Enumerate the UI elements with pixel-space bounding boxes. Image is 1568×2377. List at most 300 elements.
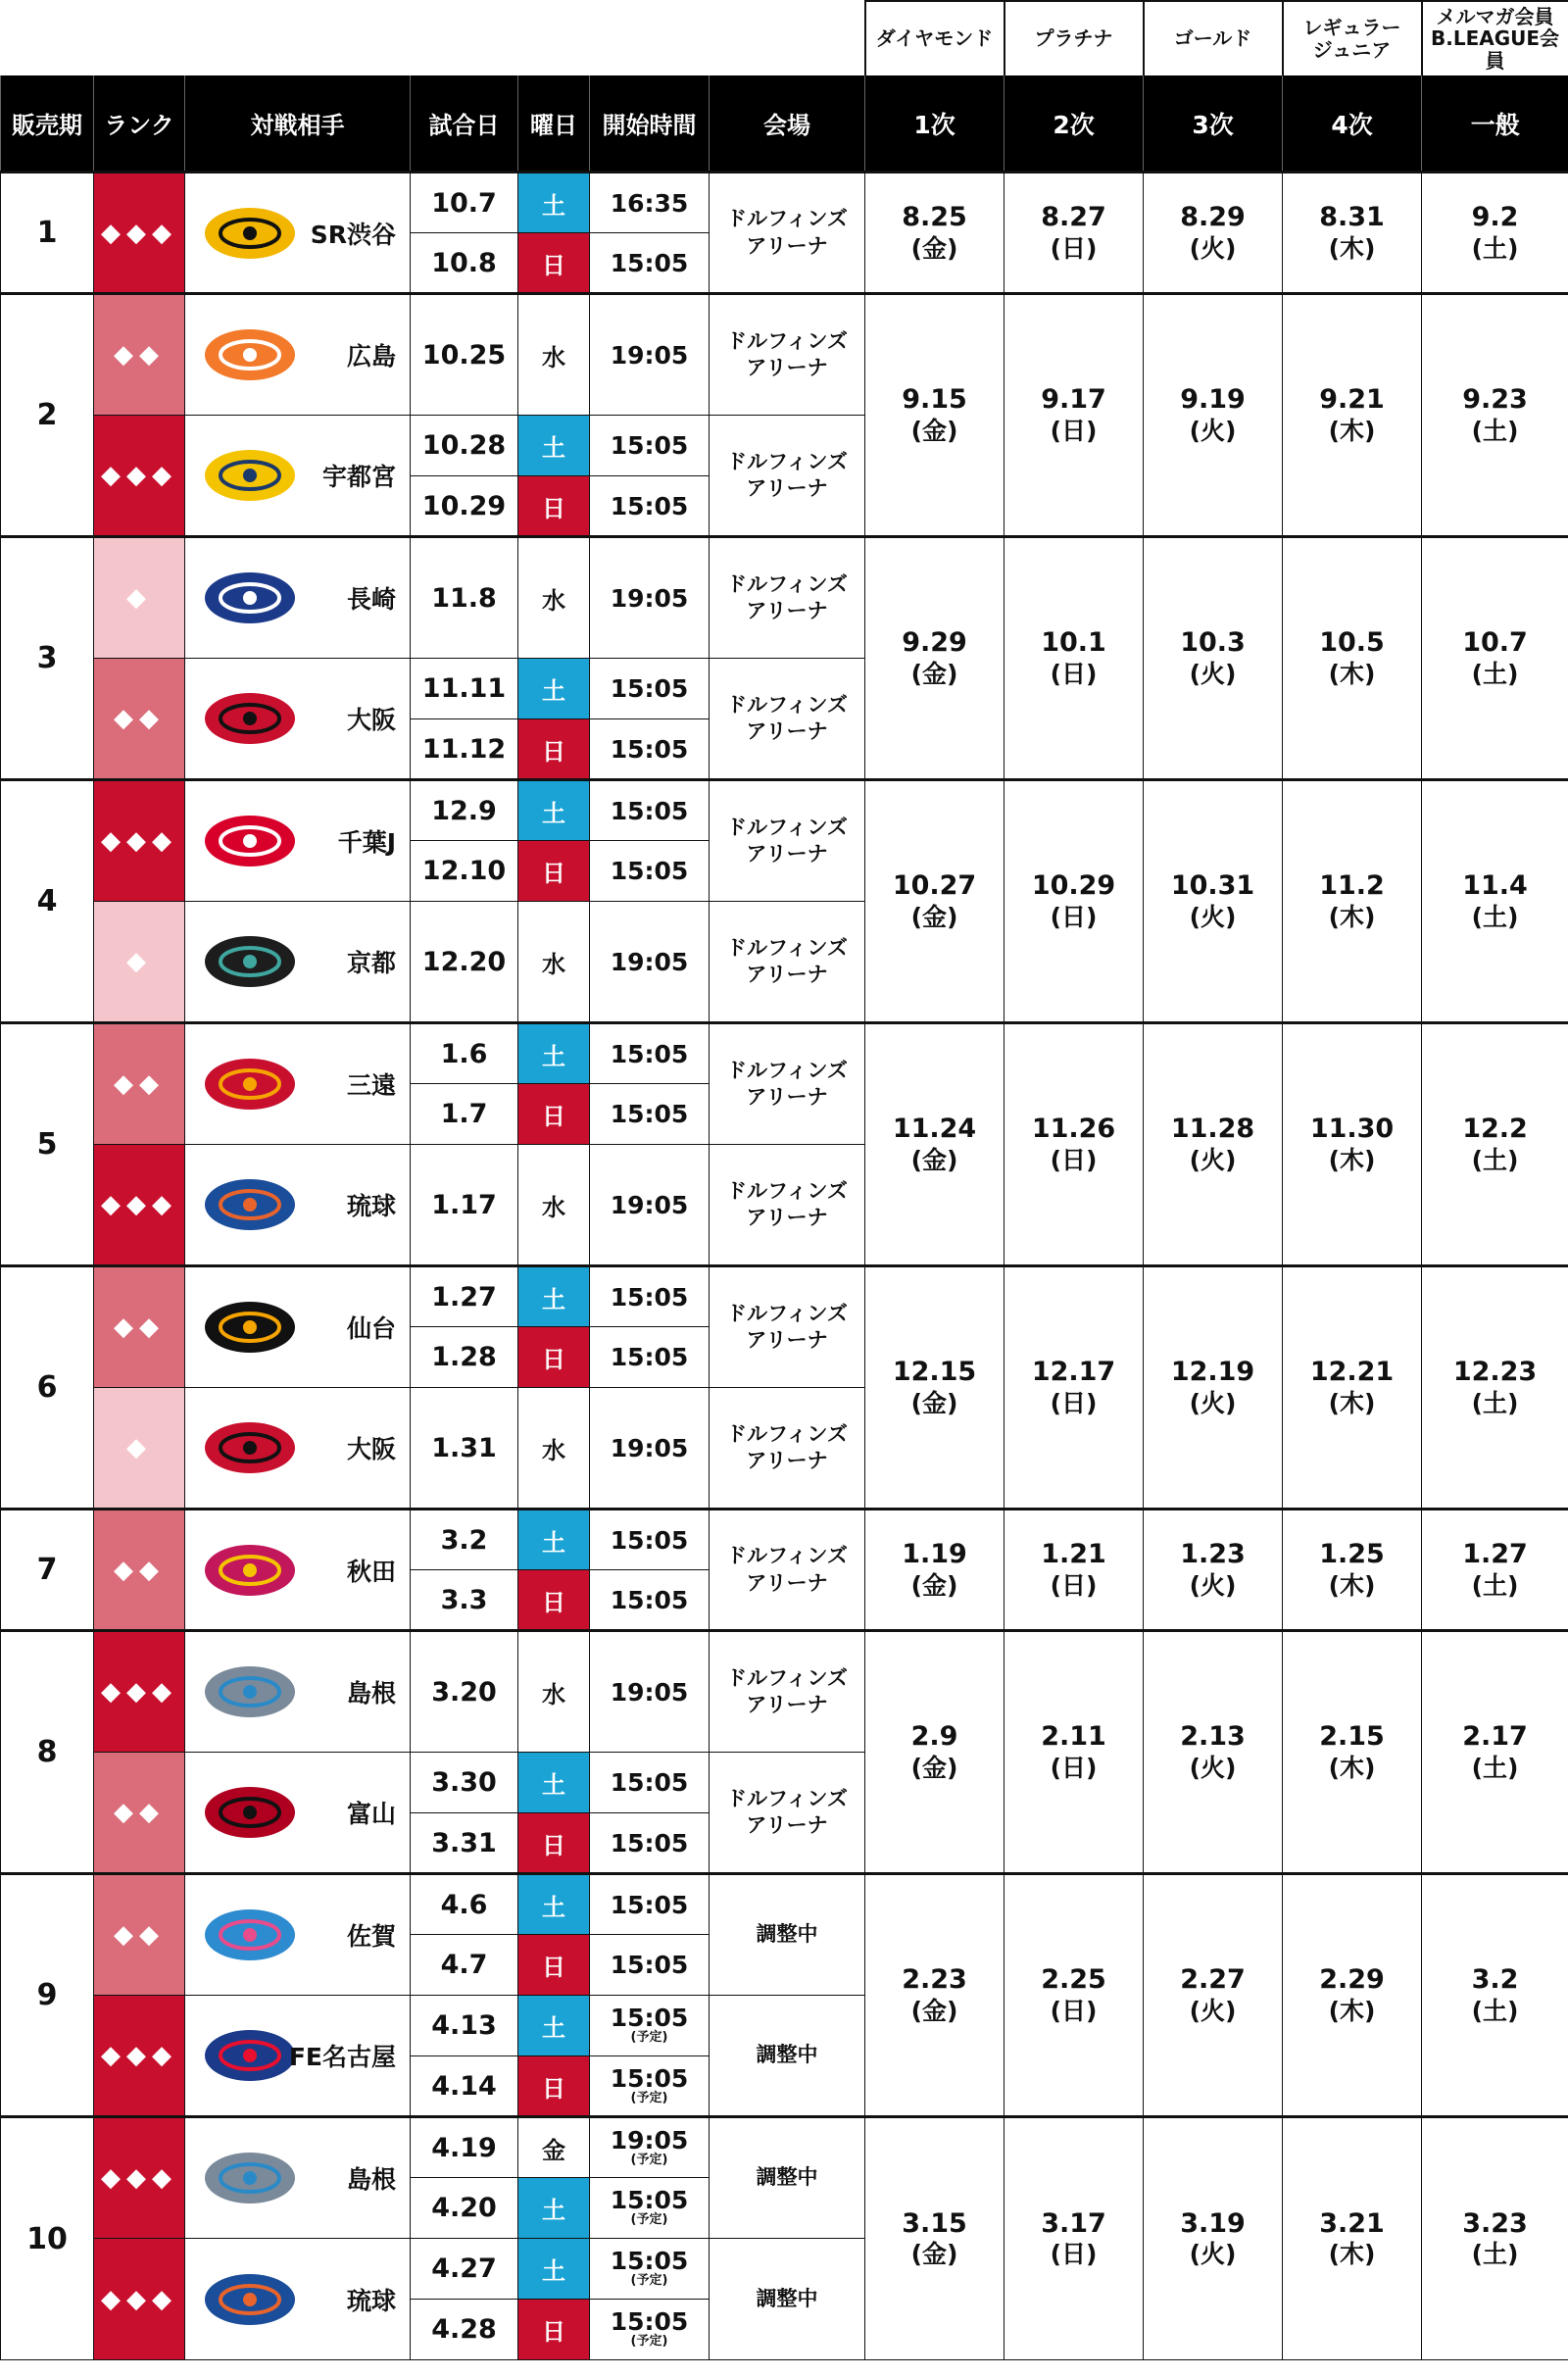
start-time-value: 15:05 xyxy=(610,1343,689,1371)
header-rank: ランク xyxy=(94,75,185,173)
sale-weekday: (火) xyxy=(1189,1570,1237,1600)
start-time xyxy=(590,173,710,233)
sale-date: 10.5 xyxy=(1319,627,1385,659)
opponent-cell xyxy=(185,1023,411,1145)
sale-weekday: (日) xyxy=(1050,416,1098,445)
sale-weekday: (木) xyxy=(1328,1145,1376,1174)
game-date: 4.27 xyxy=(411,2239,518,2300)
sale-date: 1.23 xyxy=(1180,1539,1246,1570)
sale-date-phase3 xyxy=(1144,1631,1283,1874)
venue: ドルフィンズ アリーナ xyxy=(710,1510,865,1631)
weekday: 日 xyxy=(518,1813,590,1874)
opponent-name: 佐賀 xyxy=(346,1922,396,1951)
sale-date: 9.15 xyxy=(902,384,967,416)
weekday: 水 xyxy=(518,1631,590,1753)
fighting-eagles-logo xyxy=(199,2020,301,2091)
sale-weekday: (土) xyxy=(1471,1388,1519,1417)
game-date: 4.28 xyxy=(411,2300,518,2360)
sale-date: 2.17 xyxy=(1462,1721,1528,1753)
sale-weekday: (火) xyxy=(1189,1388,1237,1417)
start-time-value: 15:05 xyxy=(610,1951,689,1979)
sale-date-phase2 xyxy=(1004,780,1144,1023)
sale-weekday: (金) xyxy=(910,1388,958,1417)
period-row xyxy=(1,1874,1568,1935)
sale-date: 9.19 xyxy=(1180,384,1246,416)
sale-date: 10.31 xyxy=(1170,870,1255,902)
sale-date-phase1 xyxy=(865,1874,1004,2117)
rank-diamonds: ◆◆◆ xyxy=(94,2239,185,2360)
sale-date: 1.19 xyxy=(902,1539,967,1570)
weekday: 水 xyxy=(518,1388,590,1510)
weekday: 日 xyxy=(518,1327,590,1388)
venue: ドルフィンズ アリーナ xyxy=(710,1388,865,1510)
sale-date-phase3 xyxy=(1144,294,1283,537)
sale-date-general xyxy=(1422,1510,1568,1631)
start-time-value: 15:05 xyxy=(610,2063,689,2093)
tier-mailmag-label: メルマガ会員 B.LEAGUE会員 xyxy=(1430,4,1560,73)
velca-logo xyxy=(199,563,301,633)
sale-date-phase3 xyxy=(1144,1266,1283,1510)
sale-weekday: (金) xyxy=(910,2240,958,2269)
sale-date-general xyxy=(1422,173,1568,294)
opponent-name: 大阪 xyxy=(346,1435,396,1463)
sale-date-phase3 xyxy=(1144,173,1283,294)
sale-date-phase4 xyxy=(1283,537,1422,780)
venue: ドルフィンズ アリーナ xyxy=(710,1145,865,1266)
game-date: 4.7 xyxy=(411,1935,518,1996)
rank-diamonds: ◆◆ xyxy=(94,1510,185,1631)
period-row xyxy=(1,173,1568,233)
sale-weekday: (火) xyxy=(1189,1996,1237,2025)
start-time-value: 19:05 xyxy=(610,2125,689,2154)
game-date: 4.20 xyxy=(411,2178,518,2239)
sale-date: 2.13 xyxy=(1180,1721,1246,1753)
sale-date-phase4 xyxy=(1283,1631,1422,1874)
game-date: 1.31 xyxy=(411,1388,518,1510)
opponent-cell xyxy=(185,1753,411,1874)
game-date: 12.10 xyxy=(411,841,518,902)
period-row xyxy=(1,2117,1568,2178)
header-weekday: 曜日 xyxy=(518,75,590,173)
89ers-logo xyxy=(199,1292,301,1362)
sale-date-phase2 xyxy=(1004,2117,1144,2360)
rank-diamonds: ◆◆ xyxy=(94,1266,185,1388)
sale-date: 10.3 xyxy=(1180,627,1246,659)
start-time-value: 15:05 xyxy=(610,1828,689,1857)
sale-date-phase3 xyxy=(1144,1510,1283,1631)
sale-weekday: (日) xyxy=(1050,902,1098,931)
weekday: 日 xyxy=(518,233,590,294)
start-time-value: 15:05 xyxy=(610,734,689,764)
game-date: 4.6 xyxy=(411,1874,518,1935)
sale-weekday: (金) xyxy=(910,1753,958,1782)
sale-date-phase1 xyxy=(865,1510,1004,1631)
game-date: 11.11 xyxy=(411,659,518,719)
start-time xyxy=(590,902,710,1023)
sale-weekday: (土) xyxy=(1471,659,1519,688)
sale-date-phase3 xyxy=(1144,1023,1283,1266)
tier-regular-junior xyxy=(1283,1,1422,75)
period-row xyxy=(1,1266,1568,1327)
header-phase-2: 2次 xyxy=(1004,75,1144,173)
sale-period-number: 10 xyxy=(1,2117,94,2360)
sale-weekday: (火) xyxy=(1189,1753,1237,1782)
game-date: 1.17 xyxy=(411,1145,518,1266)
start-time-value: 15:05 xyxy=(610,2004,689,2033)
opponent-name: 仙台 xyxy=(346,1314,396,1343)
tentative-note: (予定) xyxy=(630,2334,668,2350)
opponent-cell xyxy=(185,1874,411,1996)
start-time-value: 15:05 xyxy=(610,1585,689,1614)
opponent-cell xyxy=(185,780,411,902)
sale-weekday: (木) xyxy=(1328,659,1376,688)
opponent-cell xyxy=(185,1145,411,1266)
start-time-value: 19:05 xyxy=(610,340,689,370)
sale-date-phase2 xyxy=(1004,294,1144,537)
sale-date-phase1 xyxy=(865,294,1004,537)
start-time xyxy=(590,1327,710,1388)
grouses-logo xyxy=(199,1777,301,1848)
start-time xyxy=(590,780,710,841)
sale-date-phase3 xyxy=(1144,1874,1283,2117)
tentative-note: (予定) xyxy=(630,2152,668,2167)
venue: ドルフィンズ アリーナ xyxy=(710,1753,865,1874)
start-time-value: 15:05 xyxy=(610,1282,689,1312)
start-time-value: 15:05 xyxy=(610,2307,689,2337)
header-phase-3: 3次 xyxy=(1144,75,1283,173)
opponent-name: 宇都宮 xyxy=(321,463,396,491)
sale-date: 11.4 xyxy=(1462,870,1528,902)
start-time xyxy=(590,1753,710,1813)
sale-date-phase4 xyxy=(1283,1023,1422,1266)
sale-date-phase4 xyxy=(1283,2117,1422,2360)
sale-date-phase3 xyxy=(1144,2117,1283,2360)
sale-date: 2.15 xyxy=(1319,1721,1385,1753)
sale-date: 2.29 xyxy=(1319,1964,1385,1996)
tier-spacer xyxy=(1,1,865,75)
game-date: 1.6 xyxy=(411,1023,518,1084)
weekday: 土 xyxy=(518,659,590,719)
sale-weekday: (火) xyxy=(1189,659,1237,688)
sale-date: 12.23 xyxy=(1452,1357,1538,1388)
start-time xyxy=(590,1510,710,1570)
venue: 調整中 xyxy=(710,2239,865,2360)
sale-date: 1.21 xyxy=(1041,1539,1106,1570)
sunrockers-logo xyxy=(199,198,301,269)
sale-date: 12.21 xyxy=(1309,1357,1395,1388)
rank-diamonds: ◆◆◆ xyxy=(94,780,185,902)
start-time xyxy=(590,1266,710,1327)
schedule-body xyxy=(1,173,1568,2360)
rank-diamonds: ◆ xyxy=(94,1388,185,1510)
period-row xyxy=(1,1510,1568,1570)
game-date: 4.14 xyxy=(411,2056,518,2117)
happinets-logo xyxy=(199,1535,301,1606)
sale-date-phase4 xyxy=(1283,1874,1422,2117)
weekday: 土 xyxy=(518,1874,590,1935)
start-time-value: 16:35 xyxy=(610,188,689,218)
start-time-value: 15:05 xyxy=(610,1100,689,1128)
sale-date: 11.2 xyxy=(1319,870,1385,902)
start-time xyxy=(590,416,710,476)
sale-date-phase4 xyxy=(1283,780,1422,1023)
weekday: 土 xyxy=(518,173,590,233)
sale-date: 10.29 xyxy=(1031,870,1116,902)
sale-weekday: (土) xyxy=(1471,1996,1519,2025)
sale-period-number: 5 xyxy=(1,1023,94,1266)
header-sale-period: 販売期 xyxy=(1,75,94,173)
period-row xyxy=(1,1023,1568,1084)
venue: ドルフィンズ アリーナ xyxy=(710,902,865,1023)
rank-diamonds: ◆◆ xyxy=(94,1023,185,1145)
start-time-value: 15:05 xyxy=(610,431,689,460)
sale-weekday: (木) xyxy=(1328,2240,1376,2269)
rank-diamonds: ◆◆◆ xyxy=(94,416,185,537)
game-date: 4.19 xyxy=(411,2117,518,2178)
weekday: 土 xyxy=(518,1753,590,1813)
tier-platinum: プラチナ xyxy=(1004,1,1144,75)
game-date: 12.20 xyxy=(411,902,518,1023)
header-general: 一般 xyxy=(1422,75,1568,173)
sale-date-phase1 xyxy=(865,173,1004,294)
sale-date-phase2 xyxy=(1004,1631,1144,1874)
sale-weekday: (木) xyxy=(1328,902,1376,931)
sale-date: 3.15 xyxy=(902,2207,967,2239)
start-time xyxy=(590,1023,710,1084)
weekday: 日 xyxy=(518,1084,590,1145)
opponent-name: 京都 xyxy=(346,949,396,977)
ryukyu-logo xyxy=(199,2264,301,2335)
opponent-name: 大阪 xyxy=(346,706,396,734)
sale-date-general xyxy=(1422,780,1568,1023)
start-time-value: 15:05 xyxy=(610,491,689,520)
sale-weekday: (木) xyxy=(1328,233,1376,263)
weekday: 水 xyxy=(518,902,590,1023)
start-time xyxy=(590,1388,710,1510)
weekday: 土 xyxy=(518,1510,590,1570)
weekday: 土 xyxy=(518,780,590,841)
sale-weekday: (日) xyxy=(1050,659,1098,688)
sale-weekday: (火) xyxy=(1189,902,1237,931)
sale-date: 3.21 xyxy=(1319,2207,1385,2239)
susanoo-magic-logo xyxy=(199,2143,301,2213)
start-time-value: 15:05 xyxy=(610,674,689,703)
venue: ドルフィンズ アリーナ xyxy=(710,416,865,537)
opponent-name: 秋田 xyxy=(346,1557,396,1586)
start-time xyxy=(590,1570,710,1631)
opponent-cell xyxy=(185,902,411,1023)
start-time-value: 19:05 xyxy=(610,947,689,976)
start-time xyxy=(590,2056,710,2117)
sale-weekday: (土) xyxy=(1471,1570,1519,1600)
sale-date-general xyxy=(1422,1631,1568,1874)
sale-date: 3.23 xyxy=(1462,2207,1528,2239)
sale-date: 2.23 xyxy=(902,1964,967,1996)
start-time-value: 15:05 xyxy=(610,1890,689,1919)
tentative-note: (予定) xyxy=(630,2090,668,2105)
sale-date-phase2 xyxy=(1004,537,1144,780)
sale-date-phase2 xyxy=(1004,1266,1144,1510)
sale-weekday: (日) xyxy=(1050,1570,1098,1600)
game-date: 10.7 xyxy=(411,173,518,233)
rank-diamonds: ◆◆ xyxy=(94,294,185,416)
sale-date: 12.2 xyxy=(1462,1114,1528,1145)
sale-weekday: (土) xyxy=(1471,416,1519,445)
opponent-name: 琉球 xyxy=(346,2286,396,2315)
weekday: 日 xyxy=(518,841,590,902)
sale-weekday: (金) xyxy=(910,902,958,931)
opponent-name: SR渋谷 xyxy=(310,220,396,249)
weekday: 日 xyxy=(518,476,590,537)
sale-weekday: (日) xyxy=(1050,233,1098,263)
venue: ドルフィンズ アリーナ xyxy=(710,659,865,780)
sale-weekday: (火) xyxy=(1189,233,1237,263)
game-date: 10.28 xyxy=(411,416,518,476)
start-time xyxy=(590,2117,710,2178)
period-row xyxy=(1,294,1568,355)
sale-date-general xyxy=(1422,1266,1568,1510)
game-date: 1.7 xyxy=(411,1084,518,1145)
header-phase-1: 1次 xyxy=(865,75,1004,173)
sale-date-general xyxy=(1422,537,1568,780)
sale-period-number: 7 xyxy=(1,1510,94,1631)
start-time-value: 15:05 xyxy=(610,2186,689,2215)
sale-date: 1.25 xyxy=(1319,1539,1385,1570)
tier-gold: ゴールド xyxy=(1144,1,1283,75)
opponent-cell xyxy=(185,659,411,780)
game-date: 10.25 xyxy=(411,294,518,416)
venue: ドルフィンズ アリーナ xyxy=(710,173,865,294)
sale-date: 2.11 xyxy=(1041,1721,1106,1753)
sale-date: 11.24 xyxy=(892,1114,977,1145)
sale-date: 10.1 xyxy=(1041,627,1106,659)
game-date: 12.9 xyxy=(411,780,518,841)
period-row xyxy=(1,1631,1568,1692)
sale-weekday: (土) xyxy=(1471,233,1519,263)
sale-date-phase1 xyxy=(865,2117,1004,2360)
opponent-cell xyxy=(185,2239,411,2360)
sale-date: 9.2 xyxy=(1471,202,1519,233)
venue: ドルフィンズ アリーナ xyxy=(710,537,865,659)
sale-period-number: 2 xyxy=(1,294,94,537)
game-date: 3.30 xyxy=(411,1753,518,1813)
weekday: 日 xyxy=(518,1570,590,1631)
rank-diamonds: ◆ xyxy=(94,902,185,1023)
header-opponent: 対戦相手 xyxy=(185,75,411,173)
tier-mailmag-bleague xyxy=(1422,1,1568,75)
tentative-note: (予定) xyxy=(630,2273,668,2289)
start-time-value: 15:05 xyxy=(610,857,689,885)
sale-date-phase1 xyxy=(865,1631,1004,1874)
sale-weekday: (日) xyxy=(1050,1388,1098,1417)
sale-period-number: 9 xyxy=(1,1874,94,2117)
sale-date-phase1 xyxy=(865,537,1004,780)
start-time xyxy=(590,294,710,416)
game-date: 10.8 xyxy=(411,233,518,294)
sale-weekday: (日) xyxy=(1050,1753,1098,1782)
sale-date: 3.19 xyxy=(1180,2207,1246,2239)
sale-weekday: (土) xyxy=(1471,1753,1519,1782)
sale-weekday: (土) xyxy=(1471,2240,1519,2269)
rank-diamonds: ◆◆◆ xyxy=(94,173,185,294)
venue: 調整中 xyxy=(710,1996,865,2117)
game-date: 11.12 xyxy=(411,719,518,780)
sale-date-phase2 xyxy=(1004,1510,1144,1631)
sale-date-general xyxy=(1422,1874,1568,2117)
sale-date: 8.27 xyxy=(1041,202,1106,233)
sale-date-general xyxy=(1422,2117,1568,2360)
sale-date-phase2 xyxy=(1004,1023,1144,1266)
start-time-value: 15:05 xyxy=(610,1039,689,1068)
game-date: 4.13 xyxy=(411,1996,518,2056)
sale-date: 11.26 xyxy=(1031,1114,1116,1145)
sale-date-phase1 xyxy=(865,1266,1004,1510)
weekday: 土 xyxy=(518,2178,590,2239)
ryukyu-logo xyxy=(199,1169,301,1240)
start-time xyxy=(590,476,710,537)
game-date: 10.29 xyxy=(411,476,518,537)
opponent-name: 琉球 xyxy=(346,1192,396,1220)
opponent-name: FE名古屋 xyxy=(288,2043,396,2071)
rank-diamonds: ◆◆ xyxy=(94,1874,185,1996)
sale-weekday: (木) xyxy=(1328,416,1376,445)
start-time xyxy=(590,1145,710,1266)
sale-date: 9.17 xyxy=(1041,384,1106,416)
start-time-value: 15:05 xyxy=(610,796,689,825)
sale-date: 8.29 xyxy=(1180,202,1246,233)
opponent-name: 長崎 xyxy=(346,585,396,614)
sale-date-general xyxy=(1422,1023,1568,1266)
weekday: 水 xyxy=(518,537,590,659)
sale-date: 10.27 xyxy=(892,870,977,902)
opponent-cell xyxy=(185,294,411,416)
sale-weekday: (日) xyxy=(1050,1996,1098,2025)
sale-date: 3.2 xyxy=(1471,1964,1519,1996)
opponent-name: 富山 xyxy=(346,1800,396,1828)
sale-date: 10.7 xyxy=(1462,627,1528,659)
sale-date-general xyxy=(1422,294,1568,537)
game-date: 3.2 xyxy=(411,1510,518,1570)
start-time-value: 19:05 xyxy=(610,583,689,613)
neophoenix-logo xyxy=(199,1049,301,1119)
tier-diamond: ダイヤモンド xyxy=(865,1,1004,75)
sale-weekday: (木) xyxy=(1328,1753,1376,1782)
tier-row xyxy=(1,1,1568,75)
sale-date: 9.29 xyxy=(902,627,967,659)
header-venue: 会場 xyxy=(710,75,865,173)
evessa-logo xyxy=(199,1412,301,1483)
sale-date-phase1 xyxy=(865,780,1004,1023)
opponent-cell xyxy=(185,1996,411,2117)
sale-date: 8.31 xyxy=(1319,202,1385,233)
sale-date: 8.25 xyxy=(902,202,967,233)
sale-weekday: (金) xyxy=(910,1570,958,1600)
sale-date-phase4 xyxy=(1283,1266,1422,1510)
venue: ドルフィンズ アリーナ xyxy=(710,1023,865,1145)
opponent-cell xyxy=(185,1266,411,1388)
start-time xyxy=(590,2300,710,2360)
weekday: 日 xyxy=(518,2300,590,2360)
rank-diamonds: ◆◆◆ xyxy=(94,1996,185,2117)
evessa-logo xyxy=(199,683,301,754)
tier-regular-junior-label: レギュラー ジュニア xyxy=(1302,16,1401,62)
start-time xyxy=(590,659,710,719)
sale-date: 11.30 xyxy=(1309,1114,1395,1145)
rank-diamonds: ◆◆ xyxy=(94,659,185,780)
start-time xyxy=(590,2239,710,2300)
start-time-value: 15:05 xyxy=(610,248,689,277)
sale-date-phase3 xyxy=(1144,537,1283,780)
